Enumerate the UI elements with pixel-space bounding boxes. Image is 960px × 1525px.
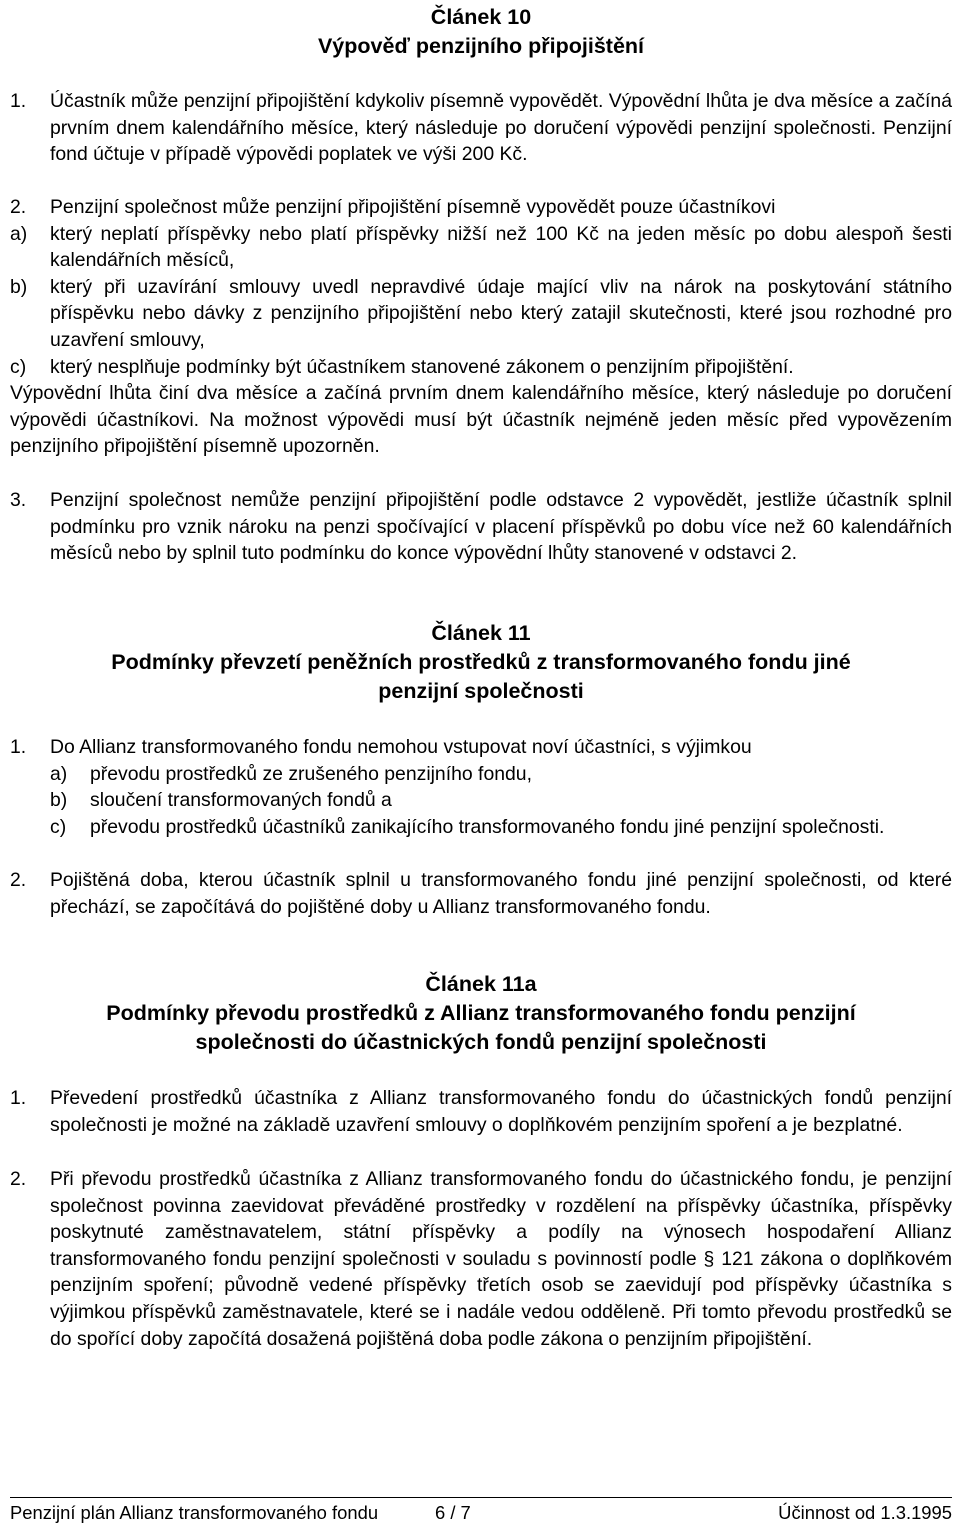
article-11-title-line-1: Podmínky převzetí peněžních prostředků z transformovaného fondu jiné [111,650,851,674]
article-11a-title-line-1: Podmínky převodu prostředků z Allianz transformovaného fondu penzijní [106,1001,856,1025]
sub-item-a [10,761,952,788]
sub-text: který nesplňuje podmínky být účastníkem stanovené zákonem o penzijním připojištění. [50,355,794,378]
item-number: 2. [10,1168,27,1190]
item-number: 2. [10,196,27,218]
item-number: 3. [10,489,27,511]
item-text: Převedení prostředků účastníka z Allianz transformovaného fondu do účastnických fondů penzijní společnosti je možné na základě uzavření smlouvy o doplňkovém penzijním spoření a je bezplatné. [50,1087,952,1136]
item-text: Při převodu prostředků účastníka z Allianz transformovaného fondu do účastnického fondu, je penzijní společnost povinna zaevidovat převáděné prostředky v rozdělení na příspěvky účastníka, příspěvky poskytnuté zaměstnavatelem, státní příspěvky a podíly na výnosech hospodaření Allianz transformovaného fondu penzijní společnosti v souladu s povinností podle § 121 zákona o doplňkovém penzijním spoření; původně vedené příspěvky třetích osob se zaevidují pod příspěvky účastníka s výjimkou příspěvků zaměstnavatele, které se i nadále vedou odděleně. Při tomto převodu prostředků se do spořící doby započítá dosažená pojištěná doba podle zákona o penzijním připojištění. [50,1168,952,1350]
article-11-title-line-2: penzijní společnosti [378,679,584,703]
article-11a-header [10,970,952,1057]
sub-text: který neplatí příspěvky nebo platí příspěvky nižší než 100 Kč na jeden měsíc po dobu alespoň šesti kalendářních měsíců, [50,222,952,272]
footer-effective-date: Účinnost od 1.3.1995 [778,1502,952,1523]
sub-label: b) [50,789,68,812]
sub-text: převodu prostředků účastníků zanikajícího transformovaného fondu jiné penzijní společnosti. [90,815,885,838]
sub-item-c [10,354,952,381]
article-10-item-1 [10,88,952,168]
sub-label: a) [50,762,68,785]
item-text: Pojištěná doba, kterou účastník splnil u transformovaného fondu jiné penzijní společnosti, od které přechází, se započítává do pojištěné doby u Allianz transformovaného fondu. [50,869,952,918]
sub-label: a) [10,222,28,245]
item-text: Do Allianz transformovaného fondu nemohou vstupovat noví účastníci, s výjimkou [50,736,752,758]
article-11a-item-1 [10,1085,952,1138]
sub-label: b) [10,275,28,298]
article-10-item-3 [10,487,952,567]
item-number: 1. [10,90,27,112]
page-footer [10,1497,952,1523]
sub-text: převodu prostředků ze zrušeného penzijního fondu, [90,762,532,785]
item-number: 1. [10,1087,27,1109]
article-11-item-1 [10,734,952,840]
item-text: Účastník může penzijní připojištění kdykoliv písemně vypovědět. Výpovědní lhůta je dva měsíce a začíná prvním dnem kalendářního měsíce, který následuje po doručení výpovědi penzijní společnosti. Penzijní fond účtuje v případě výpovědi poplatek ve výši 200 Kč. [50,90,952,166]
item-2-continuation: Výpovědní lhůta činí dva měsíce a začíná prvním dnem kalendářního měsíce, který následuje po doručení výpovědi účastníkovi. Na možnost výpovědi musí být účastník nejméně jeden měsíc před vypovězením penzijního připojištění písemně upozorněn. [10,382,952,458]
sub-item-b [10,274,952,354]
article-10-item-2 [10,194,952,460]
article-11a-item-2 [10,1166,952,1352]
sub-item-b [10,787,952,814]
item-text: Penzijní společnost může penzijní připojištění písemně vypovědět pouze účastníkovi [50,196,776,218]
footer-page-number: 6 / 7 [435,1502,471,1523]
article-11-header [10,619,952,706]
article-11a-heading: Článek 11a [425,972,537,996]
sub-item-c [10,814,952,841]
sub-label: c) [50,815,67,838]
sub-item-a [10,221,952,274]
sub-text: sloučení transformovaných fondů a [90,789,392,812]
article-10-heading: Článek 10 [430,5,532,29]
item-number: 2. [10,869,27,891]
item-text: Penzijní společnost nemůže penzijní připojištění podle odstavce 2 vypovědět, jestliže účastník splnil podmínku pro vznik nároku na penzi spočívající v placení příspěvků po dobu více než 60 kalendářních měsíců nebo by splnil tuto podmínku do konce výpovědní lhůty stanovené v odstavci 2. [50,489,952,565]
article-11-item-2 [10,867,952,920]
article-11-heading: Článek 11 [431,621,531,645]
sub-label: c) [10,355,27,378]
article-11a-title-line-2: společnosti do účastnických fondů penzijní společnosti [195,1030,767,1054]
sub-text: který při uzavírání smlouvy uvedl nepravdivé údaje mající vliv na nárok na poskytování státního příspěvku nebo dávky z penzijního připojištění nebo který zatajil skutečnosti, které jsou rozhodné pro uzavření smlouvy, [50,275,952,351]
article-10-title: Výpověď penzijního připojištění [317,34,645,58]
footer-document-title: Penzijní plán Allianz transformovaného fondu [10,1502,379,1523]
article-10-header [10,3,952,61]
item-number: 1. [10,736,27,758]
